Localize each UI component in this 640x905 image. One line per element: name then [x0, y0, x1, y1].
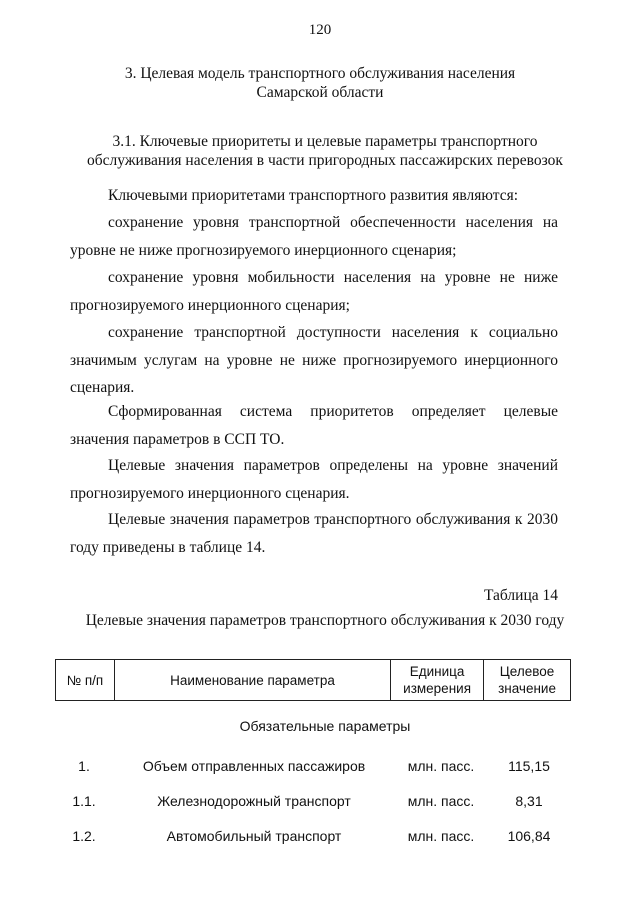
- row-value: 8,31: [515, 793, 543, 809]
- header-target-value: Целевое значение: [484, 660, 571, 701]
- table-label: Таблица 14: [483, 587, 558, 604]
- subsection-heading: [85, 132, 565, 170]
- section-heading-line1: 3. Целевая модель транспортного обслуживания населения: [124, 65, 516, 82]
- subsection-heading-line1: 3.1. Ключевые приоритеты и целевые параметры транспортного: [112, 133, 538, 150]
- row-value: 115,15: [508, 758, 550, 774]
- paragraph: Ключевыми приоритетами транспортного развития являются:: [108, 187, 519, 204]
- paragraph: Целевые значения параметров транспортного обслуживания к 2030 году приведены в таблице 14.: [70, 511, 558, 556]
- paragraph: сохранение уровня мобильности населения на уровне не ниже прогнозируемого инерционного сценария;: [70, 269, 558, 314]
- row-unit: млн. пасс.: [407, 793, 475, 809]
- header-parameter-name: Наименование параметра: [114, 660, 390, 701]
- row-unit: млн. пасс.: [407, 828, 475, 844]
- paragraph: Целевые значения параметров определены на уровне значений прогнозируемого инерционного сценария.: [70, 457, 558, 502]
- section-heading: [60, 64, 580, 102]
- page-number: 120: [308, 22, 332, 38]
- row-parameter-name: Железнодорожный транспорт: [157, 793, 351, 809]
- table-section-title: Обязательные параметры: [239, 718, 411, 734]
- paragraph: сохранение уровня транспортной обеспеченности населения на уровне не ниже прогнозируемого инерционного сценария;: [70, 214, 558, 259]
- row-parameter-name: Объем отправленных пассажиров: [142, 758, 366, 774]
- row-parameter-name: Автомобильный транспорт: [166, 828, 342, 844]
- header-number: № п/п: [56, 660, 115, 701]
- table-title: Целевые значения параметров транспортного обслуживания к 2030 году: [85, 612, 565, 629]
- row-number: 1.1.: [72, 793, 96, 809]
- section-heading-line2: Самарской области: [256, 84, 384, 101]
- row-value: 106,84: [507, 828, 551, 844]
- table-header-row: [56, 660, 571, 701]
- paragraph: Сформированная система приоритетов определяет целевые значения параметров в ССП ТО.: [70, 403, 558, 448]
- header-unit: Единица измерения: [391, 660, 484, 701]
- parameters-table-header: [55, 659, 571, 701]
- subsection-heading-line2: обслуживания населения в части пригородных пассажирских перевозок: [87, 152, 563, 169]
- paragraph: сохранение транспортной доступности населения к социально значимым услугам на уровне не ниже прогнозируемого инерционного сценария.: [70, 324, 558, 396]
- row-number: 1.2.: [72, 828, 96, 844]
- row-number: 1.: [78, 758, 90, 774]
- row-unit: млн. пасс.: [407, 758, 475, 774]
